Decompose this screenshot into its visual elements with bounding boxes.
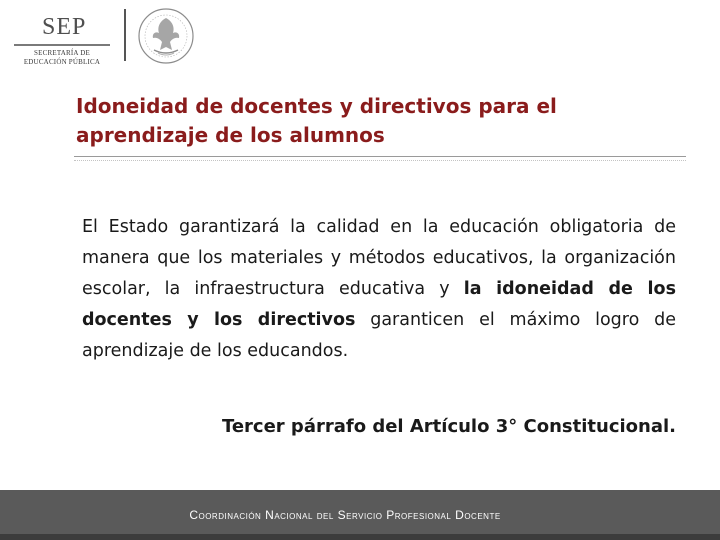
logo-subtitle-line2: EDUCACIÓN PÚBLICA	[23, 58, 101, 66]
footer-band	[0, 534, 720, 540]
header	[0, 0, 720, 80]
citation: Tercer párrafo del Artículo 3° Constitucional.	[221, 416, 676, 437]
footer-bar	[0, 490, 720, 540]
slide-title-line1: Idoneidad de docentes y directivos para el	[76, 94, 557, 118]
title-underline	[74, 156, 686, 161]
logo-rule	[14, 44, 110, 46]
slide-title	[76, 92, 676, 150]
sep-logo	[12, 10, 112, 66]
footer-text: Coordinación Nacional del Servicio Profesional Docente	[189, 508, 501, 522]
body-text-part1: El Estado garantizará la calidad en la educación obligatoria de manera que los materiales y métodos educativos, la organización escolar, la infraestructura educativa y	[82, 217, 676, 299]
body-text-emphasis: la idoneidad de los docentes y los directivos	[82, 279, 676, 330]
body-text-part2: garanticen el máximo logro de aprendizaje de los educandos.	[82, 310, 676, 361]
mexican-eagle-seal-icon	[136, 6, 196, 66]
logo-subtitle-line1: SECRETARÍA DE	[34, 49, 90, 57]
body-paragraph	[82, 212, 676, 367]
header-divider	[124, 9, 126, 61]
slide-title-line2: aprendizaje de los alumnos	[76, 123, 385, 147]
logo-word: SEP	[42, 14, 87, 40]
